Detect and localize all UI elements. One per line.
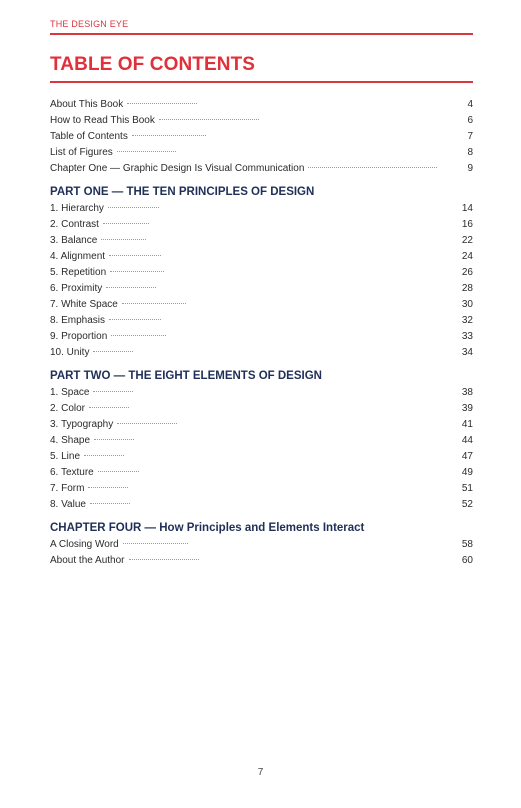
dot-leader (98, 471, 140, 472)
dot-leader (132, 135, 206, 136)
toc-entry-page: 4 (467, 99, 473, 110)
dot-leader (117, 151, 177, 152)
toc-body (50, 97, 473, 569)
dot-leader (84, 455, 124, 456)
toc-entry[interactable] (50, 537, 473, 553)
dot-leader (123, 543, 188, 544)
toc-entry[interactable] (50, 433, 473, 449)
dot-leader (108, 207, 159, 208)
part-one-heading[interactable]: PART ONE — THE TEN PRINCIPLES OF DESIGN (50, 186, 315, 198)
toc-entry-page: 33 (461, 331, 473, 342)
toc-entry-page: 28 (461, 283, 473, 294)
toc-entry[interactable] (50, 329, 473, 345)
toc-entry[interactable] (50, 553, 473, 569)
dot-leader (111, 335, 165, 336)
toc-entry[interactable] (50, 417, 473, 433)
toc-entry-label: 10. Unity (50, 347, 90, 358)
toc-entry-label: 4. Alignment (50, 251, 106, 262)
toc-entry-page: 60 (461, 555, 473, 566)
toc-entry-page: 7 (467, 131, 473, 142)
dot-leader (117, 423, 177, 424)
toc-entry-page: 34 (461, 347, 473, 358)
dot-leader (127, 103, 197, 104)
toc-entry-label: 8. Emphasis (50, 315, 106, 326)
toc-part-two (50, 367, 473, 513)
dot-leader (122, 303, 186, 304)
dot-leader (109, 319, 161, 320)
dot-leader (308, 167, 437, 168)
toc-entry-page: 30 (461, 299, 473, 310)
dot-leader (90, 503, 130, 504)
toc-entry-page: 26 (461, 267, 473, 278)
toc-entry-page: 52 (461, 499, 473, 510)
toc-entry[interactable] (50, 201, 473, 217)
chapter-four-entries (50, 537, 473, 569)
part-two-entries (50, 385, 473, 513)
toc-entry[interactable] (50, 145, 473, 161)
toc-entry[interactable] (50, 313, 473, 329)
toc-entry[interactable] (50, 233, 473, 249)
dot-leader (103, 223, 149, 224)
toc-entry-label: 5. Repetition (50, 267, 107, 278)
toc-entry[interactable] (50, 497, 473, 513)
toc-entry-label: List of Figures (50, 147, 113, 158)
dot-leader (94, 439, 134, 440)
toc-entry-label: 6. Proximity (50, 283, 103, 294)
toc-entry-page: 47 (461, 451, 473, 462)
dot-leader (110, 271, 163, 272)
toc-entry-label: 7. White Space (50, 299, 118, 310)
toc-entry-page: 38 (461, 387, 473, 398)
toc-entry-page: 6 (467, 115, 473, 126)
toc-entry-label: 1. Space (50, 387, 90, 398)
toc-entry[interactable] (50, 129, 473, 145)
toc-entry-label: 3. Typography (50, 419, 114, 430)
toc-entry-page: 58 (461, 539, 473, 550)
toc-entry-label: 3. Balance (50, 235, 98, 246)
running-header: THE DESIGN EYE (50, 19, 129, 29)
toc-entry-label: 7. Form (50, 483, 85, 494)
toc-entry-label: Chapter One — Graphic Design Is Visual Communication (50, 163, 305, 174)
toc-entry-page: 32 (461, 315, 473, 326)
chapter-four-heading[interactable]: CHAPTER FOUR — How Principles and Elements Interact (50, 522, 365, 534)
dot-leader (129, 559, 200, 560)
toc-entry-page: 9 (467, 163, 473, 174)
dot-leader (93, 351, 133, 352)
toc-entry-page: 49 (461, 467, 473, 478)
toc-entry-page: 44 (461, 435, 473, 446)
dot-leader (159, 119, 259, 120)
part-two-heading[interactable]: PART TWO — THE EIGHT ELEMENTS OF DESIGN (50, 370, 322, 382)
toc-entry-page: 14 (461, 203, 473, 214)
toc-title: TABLE OF CONTENTS (50, 54, 256, 75)
toc-entry-label: How to Read This Book (50, 115, 155, 126)
toc-entry-label: 2. Color (50, 403, 86, 414)
toc-entry[interactable] (50, 249, 473, 265)
toc-entry-label: A Closing Word (50, 539, 119, 550)
toc-entry-page: 24 (461, 251, 473, 262)
page-number: 7 (257, 767, 264, 778)
dot-leader (93, 391, 133, 392)
toc-entry-page: 39 (461, 403, 473, 414)
toc-entry-label: 5. Line (50, 451, 81, 462)
toc-chapter-four (50, 519, 473, 569)
toc-entry[interactable] (50, 161, 473, 177)
toc-entry[interactable] (50, 481, 473, 497)
title-rule (50, 81, 473, 83)
dot-leader (89, 407, 129, 408)
dot-leader (88, 487, 128, 488)
toc-entry[interactable] (50, 449, 473, 465)
toc-entry-label: 9. Proportion (50, 331, 108, 342)
toc-entry-page: 51 (461, 483, 473, 494)
toc-entry-page: 41 (461, 419, 473, 430)
toc-entry[interactable] (50, 113, 473, 129)
dot-leader (101, 239, 146, 240)
toc-entry-label: About the Author (50, 555, 125, 566)
dot-leader (109, 255, 161, 256)
toc-entry-label: 6. Texture (50, 467, 94, 478)
toc-entry[interactable] (50, 281, 473, 297)
toc-entry[interactable] (50, 265, 473, 281)
toc-entry[interactable] (50, 345, 473, 361)
header-rule (50, 33, 473, 35)
dot-leader (106, 287, 156, 288)
document-page (50, 0, 473, 808)
part-one-entries (50, 201, 473, 361)
toc-entry-label: 2. Contrast (50, 219, 99, 230)
toc-entry[interactable] (50, 465, 473, 481)
toc-front-matter-entries (50, 97, 473, 177)
toc-entry-label: Table of Contents (50, 131, 128, 142)
toc-entry-label: 1. Hierarchy (50, 203, 104, 214)
toc-entry[interactable] (50, 385, 473, 401)
toc-entry[interactable] (50, 297, 473, 313)
toc-part-one (50, 183, 473, 361)
toc-front-matter (50, 97, 473, 177)
toc-entry-page: 22 (461, 235, 473, 246)
toc-entry[interactable] (50, 401, 473, 417)
toc-entry-label: 4. Shape (50, 435, 91, 446)
toc-entry-page: 8 (467, 147, 473, 158)
toc-entry-label: 8. Value (50, 499, 86, 510)
toc-entry[interactable] (50, 217, 473, 233)
toc-entry-label: About This Book (50, 99, 124, 110)
toc-entry[interactable] (50, 97, 473, 113)
toc-entry-page: 16 (461, 219, 473, 230)
